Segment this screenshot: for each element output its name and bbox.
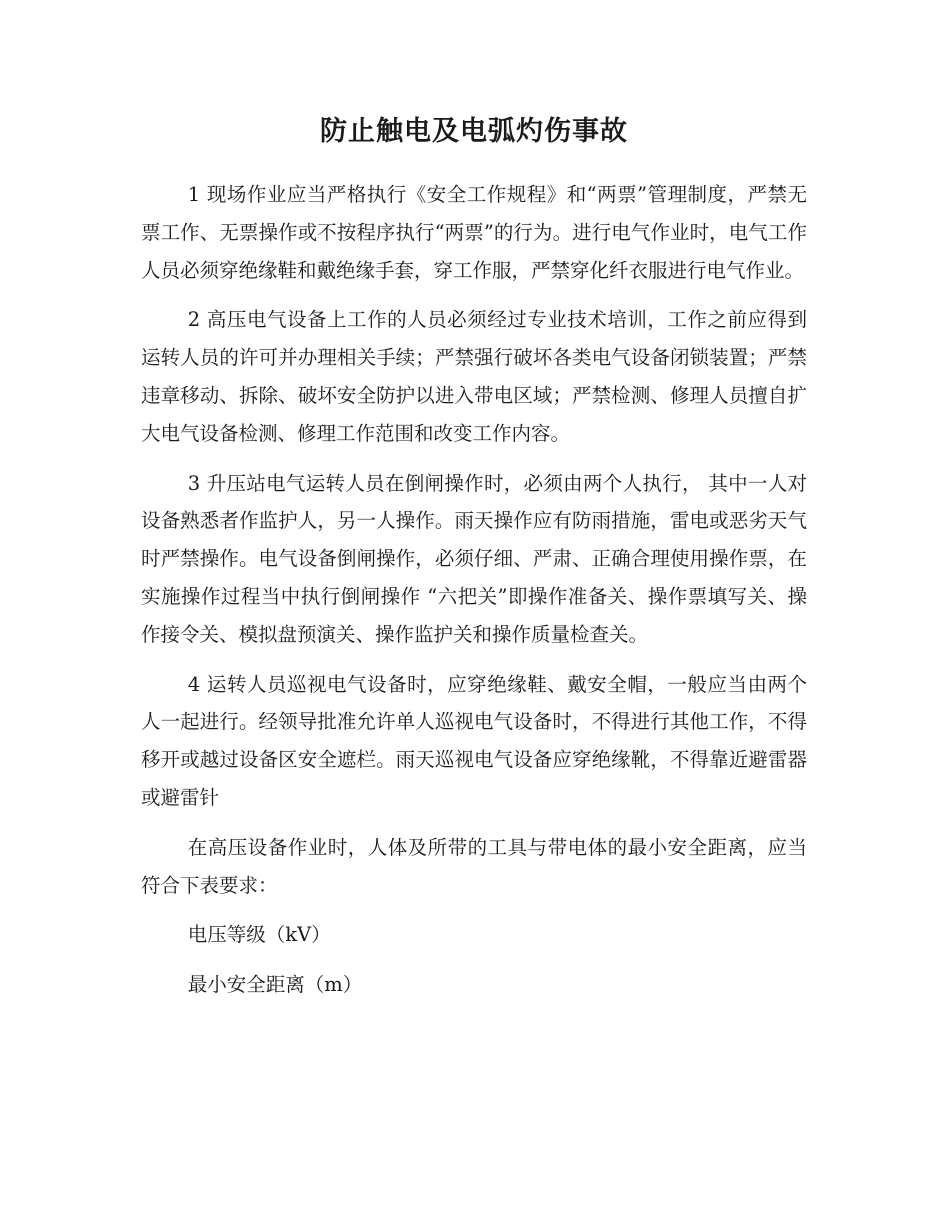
paragraph-4: 4 运转人员巡视电气设备时，应穿绝缘鞋、戴安全帽，一般应当由两个人一起进行。经领导批准允许单人巡视电气设备时，不得进行其他工作，不得移开或越过设备区安全遮栏。雨天巡视电气设备应穿绝缘靴，不得靠近避雷器或避雷针 — [141, 672, 807, 809]
paragraph-2: 2 高压电气设备上工作的人员必须经过专业技术培训，工作之前应得到运转人员的许可并办理相关手续；严禁强行破坏各类电气设备闭锁装置；严禁违章移动、拆除、破坏安全防护以进入带电区域；严禁检测、修理人员擅自扩大电气设备检测、修理工作范围和改变工作内容。 — [141, 308, 807, 445]
paragraph-3: 3 升压站电气运转人员在倒闸操作时，必须由两个人执行， 其中一人对设备熟悉者作监护人，另一人操作。雨天操作应有防雨措施，雷电或恶劣天气时严禁操作。电气设备倒闸操作，必须仔细、严肃、正确合理使用操作票，在实施操作过程当中执行倒闸操作 “六把关”即操作准备关、操作票填写关、操作接令关、模拟盘预演关、操作监护关和操作质量检查关。 — [141, 471, 807, 646]
document-page — [141, 108, 807, 1016]
table-header-min-safe-distance: 最小安全距离（m） — [187, 973, 363, 997]
paragraph-1: 1 现场作业应当严格执行《安全工作规程》和“两票”管理制度，严禁无票工作、无票操作或不按程序执行“两票”的行为。进行电气作业时，电气工作人员必须穿绝缘鞋和戴绝缘手套，穿工作服，严禁穿化纤衣服进行电气作业。 — [141, 183, 807, 282]
table-header-voltage-level: 电压等级（kV） — [187, 923, 331, 947]
document-title: 防止触电及电弧灼伤事故 — [320, 116, 628, 147]
paragraph-safety-distance-intro: 在高压设备作业时，人体及所带的工具与带电体的最小安全距离，应当符合下表要求： — [141, 835, 807, 897]
